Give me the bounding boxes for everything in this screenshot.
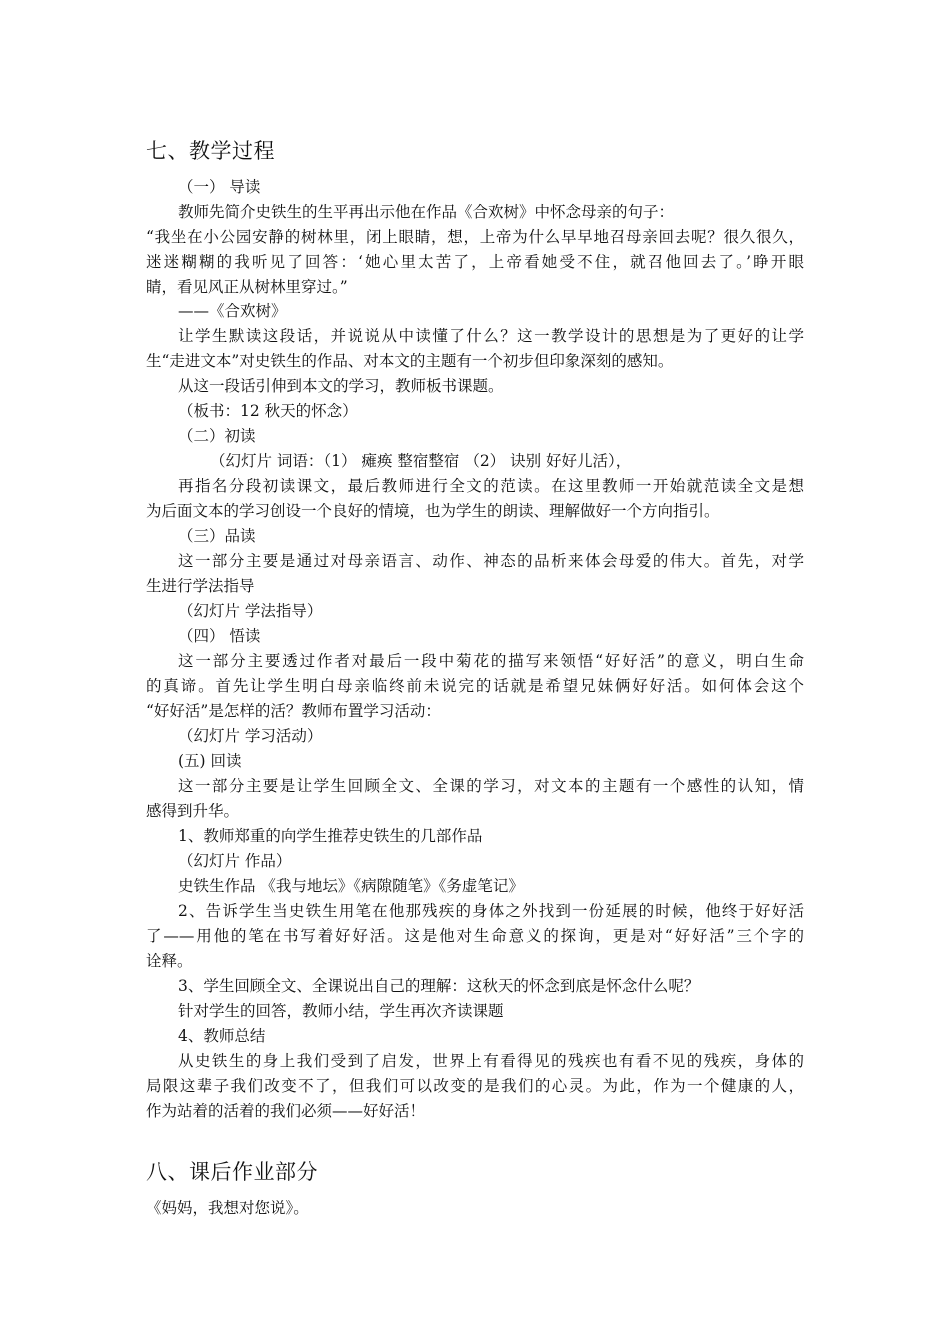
numbered-item: 2、告诉学生当史铁生用笔在他那残疾的身体之外找到一份延展的时候，他终于好好活	[178, 902, 804, 920]
subheading-pindu: （三）品读	[178, 527, 256, 545]
paragraph-line: 生“走进文本”对史铁生的作品、对本文的主题有一个初步但印象深刻的感知。	[146, 352, 674, 370]
paragraph-line: 感得到升华。	[146, 802, 240, 820]
section-heading-homework: 八、课后作业部分	[146, 1160, 318, 1184]
paragraph-line: 这一部分主要是通过对母亲语言、动作、神态的品析来体会母爱的伟大。首先，对学	[178, 552, 804, 570]
paragraph-line: 针对学生的回答，教师小结，学生再次齐读课题	[178, 1002, 504, 1020]
slide-note: （幻灯片 学法指导）	[178, 602, 323, 620]
subheading-daodu: （一） 导读	[178, 178, 261, 196]
numbered-item: 4、教师总结	[178, 1027, 266, 1045]
paragraph-line: 局限这辈子我们改变不了，但我们可以改变的是我们的心灵。为此，作为一个健康的人，	[146, 1077, 804, 1095]
paragraph-line: 再指名分段初读课文，最后教师进行全文的范读。在这里教师一开始就范读全文是想	[178, 477, 804, 495]
paragraph-line: “好好活”是怎样的活？教师布置学习活动：	[146, 702, 441, 720]
paragraph-line: 了——用他的笔在书写着好好活。这是他对生命意义的探询，更是对“好好活”三个字的	[146, 927, 804, 945]
homework-item: 《妈妈，我想对您说》。	[146, 1199, 309, 1217]
paragraph-line: 作为站着的活着的我们必须——好好活！	[146, 1102, 426, 1120]
section-heading-teaching-process: 七、教学过程	[146, 139, 275, 163]
paragraph-line: 这一部分主要透过作者对最后一段中菊花的描写来领悟“好好活”的意义，明白生命	[178, 652, 804, 670]
quote-source: ——《合欢树》	[178, 302, 287, 320]
slide-note: （幻灯片 作品）	[178, 852, 292, 870]
numbered-item: 1、教师郑重的向学生推荐史铁生的几部作品	[178, 827, 483, 845]
paragraph-line: 让学生默读这段话，并说说从中读懂了什么？这一教学设计的思想是为了更好的让学	[178, 327, 804, 345]
paragraph-line: 的真谛。首先让学生明白母亲临终前未说完的话就是希望兄妹俩好好活。如何体会这个	[146, 677, 804, 695]
subheading-huidu: (五) 回读	[178, 752, 242, 770]
paragraph-line: 诠释。	[146, 952, 193, 970]
numbered-item: 3、学生回顾全文、全课说出自己的理解：这秋天的怀念到底是怀念什么呢？	[178, 977, 700, 995]
quote-line: 迷迷糊糊的我听见了回答：‘她心里太苦了，上帝看她受不住，就召他回去了。’睁开眼	[146, 253, 804, 271]
paragraph-line: 从这一段话引伸到本文的学习，教师板书课题。	[178, 377, 504, 395]
paragraph-line: 这一部分主要是让学生回顾全文、全课的学习，对文本的主题有一个感性的认知，情	[178, 777, 804, 795]
blackboard-note: （板书：12 秋天的怀念）	[178, 402, 358, 420]
paragraph-line: 生进行学法指导	[146, 577, 255, 595]
paragraph-line: 从史铁生的身上我们受到了启发，世界上有看得见的残疾也有看不见的残疾，身体的	[178, 1052, 804, 1070]
subheading-wudu: （四） 悟读	[178, 627, 261, 645]
subheading-chudu: （二）初读	[178, 427, 256, 445]
paragraph-line: 教师先简介史铁生的生平再出示他在作品《合欢树》中怀念母亲的句子：	[178, 203, 675, 221]
slide-note: （幻灯片 学习活动）	[178, 727, 323, 745]
slide-vocabulary-note: （幻灯片 词语：（1） 瘫痪 整宿整宿 （2） 诀别 好好儿活），	[210, 452, 632, 470]
quote-line: 睛，看见风正从树林里穿过。”	[146, 278, 348, 296]
quote-line: “我坐在小公园安静的树林里，闭上眼睛，想，上帝为什么早早地召母亲回去呢？很久很久，	[146, 228, 804, 246]
works-list: 史铁生作品 《我与地坛》《病隙随笔》《务虚笔记》	[178, 877, 524, 895]
paragraph-line: 为后面文本的学习创设一个良好的情境，也为学生的朗读、理解做好一个方向指引。	[146, 502, 720, 520]
